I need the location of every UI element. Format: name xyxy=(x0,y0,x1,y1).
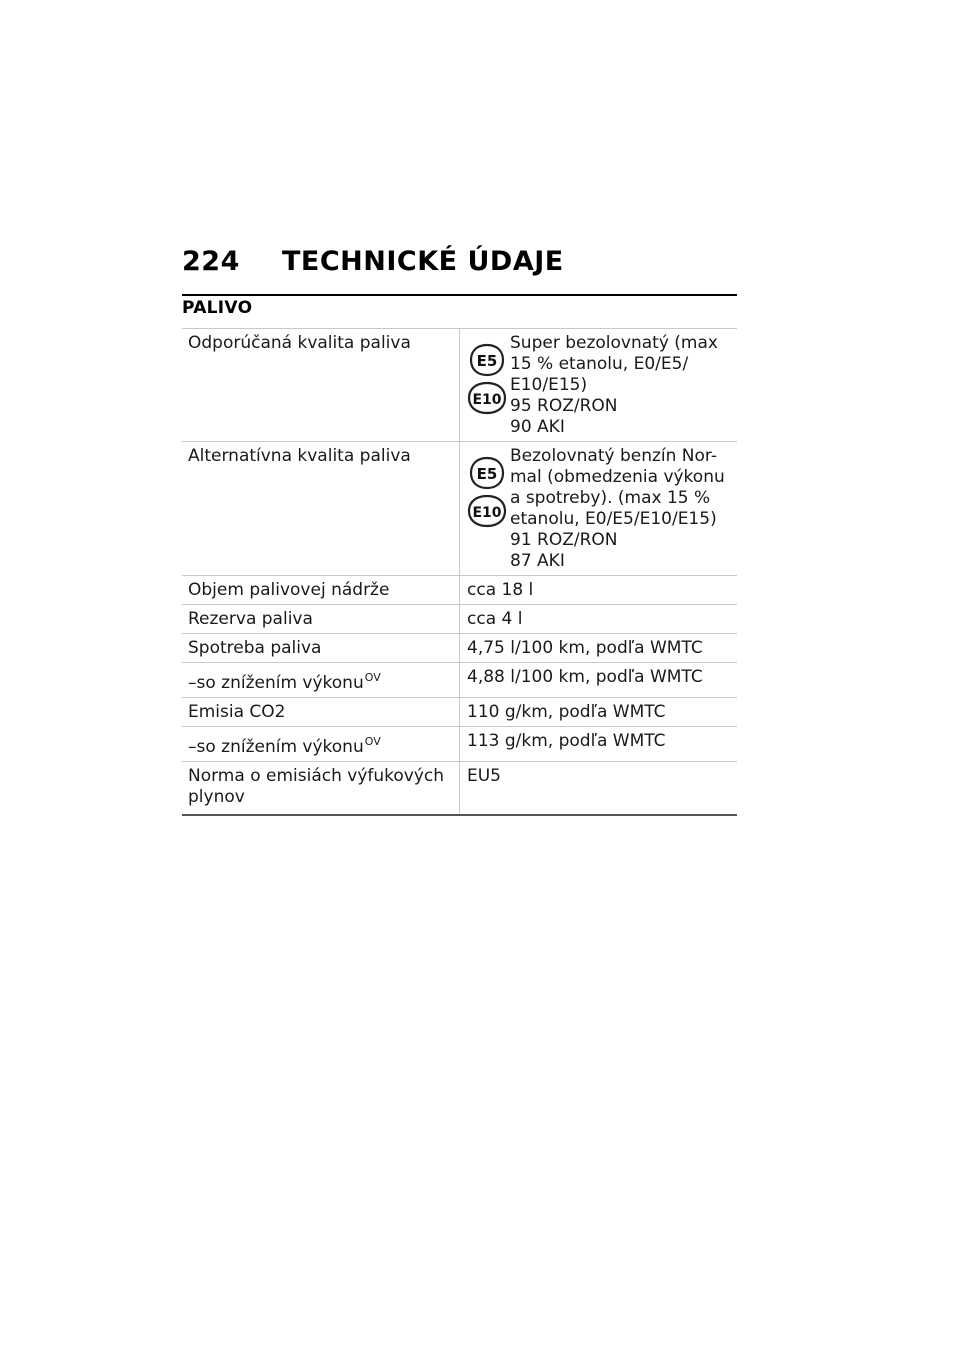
svg-text:E5: E5 xyxy=(476,352,498,370)
row-label-text: plynov xyxy=(188,787,245,807)
svg-text:E10: E10 xyxy=(472,505,502,521)
row-label xyxy=(182,762,460,816)
row-label-text: Norma o emisiách výfukových xyxy=(188,766,445,786)
header-rule xyxy=(182,294,737,296)
fuel-text-line: Super bezolovnatý (max xyxy=(510,333,718,353)
fuel-text-line: E10/E15) xyxy=(510,375,588,395)
table-row xyxy=(182,442,737,576)
row-value: 113 g/km, podľa WMTC xyxy=(460,727,738,762)
row-value: 4,75 l/100 km, podľa WMTC xyxy=(460,634,738,663)
e10-fuel-icon xyxy=(467,494,507,528)
superscript-note: OV xyxy=(364,735,381,748)
fuel-text-line: etanolu, E0/E5/E10/E15) xyxy=(510,509,717,529)
row-label-text: –so znížením výkonu xyxy=(188,737,364,757)
section-title: PALIVO xyxy=(182,298,253,318)
page-header xyxy=(182,246,564,277)
table-row xyxy=(182,634,737,663)
e5-fuel-icon xyxy=(469,343,505,377)
table-row xyxy=(182,663,737,698)
row-label: Rezerva paliva xyxy=(182,605,460,634)
row-label: Emisia CO2 xyxy=(182,698,460,727)
table-row xyxy=(182,329,737,442)
fuel-text-line: 95 ROZ/RON xyxy=(510,396,618,416)
svg-text:E5: E5 xyxy=(476,465,498,483)
chapter-title: TECHNICKÉ ÚDAJE xyxy=(282,246,564,277)
table-row xyxy=(182,762,737,816)
fuel-text-line: a spotreby). (max 15 % xyxy=(510,488,711,508)
row-value: cca 18 l xyxy=(460,576,738,605)
row-value xyxy=(460,329,738,442)
row-value: 110 g/km, podľa WMTC xyxy=(460,698,738,727)
fuel-text-line: 87 AKI xyxy=(510,551,565,571)
fuel-text-line: Bezolovnatý benzín Nor- xyxy=(510,446,717,466)
table-row xyxy=(182,727,737,762)
fuel-spec-table xyxy=(182,328,737,816)
row-value: 4,88 l/100 km, podľa WMTC xyxy=(460,663,738,698)
fuel-text-line: mal (obmedzenia výkonu xyxy=(510,467,725,487)
table-row xyxy=(182,698,737,727)
row-label xyxy=(182,663,460,698)
table-row xyxy=(182,576,737,605)
fuel-text-line: 15 % etanolu, E0/E5/ xyxy=(510,354,689,374)
svg-text:E10: E10 xyxy=(472,392,502,408)
row-value xyxy=(460,442,738,576)
table-row xyxy=(182,605,737,634)
e10-fuel-icon xyxy=(467,381,507,415)
row-label: Spotreba paliva xyxy=(182,634,460,663)
page-number: 224 xyxy=(182,246,240,277)
row-label: Alternatívna kvalita paliva xyxy=(182,442,460,576)
row-label: Objem palivovej nádrže xyxy=(182,576,460,605)
fuel-text-line: 90 AKI xyxy=(510,417,565,437)
e5-fuel-icon xyxy=(469,456,505,490)
row-label: Odporúčaná kvalita paliva xyxy=(182,329,460,442)
superscript-note: OV xyxy=(364,671,381,684)
row-value: EU5 xyxy=(460,762,738,816)
fuel-text-line: 91 ROZ/RON xyxy=(510,530,618,550)
row-label xyxy=(182,727,460,762)
row-value: cca 4 l xyxy=(460,605,738,634)
row-label-text: –so znížením výkonu xyxy=(188,673,364,693)
